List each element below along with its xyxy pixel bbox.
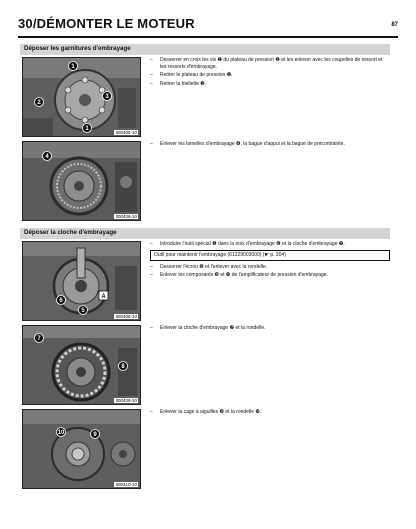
callout-1: 1 — [71, 64, 75, 71]
photo-code: 300405-10 — [115, 130, 137, 135]
callout-6: 6 — [59, 298, 63, 305]
step-item: – Enlever la cloche d'embrayage ❼ et la rondelle. — [150, 325, 390, 332]
step-item: – Retirer le plateau de pression ❷. — [150, 72, 390, 79]
photo-code: 300406-10 — [115, 214, 137, 219]
page-title: 30/DÉMONTER LE MOTEUR — [18, 16, 195, 31]
section-title: Déposer les garnitures d'embrayage — [24, 45, 131, 52]
step-item: – Enlever les lamelles d'embrayage ❹, la bague d'appui et la bague de précontrainte. — [150, 141, 390, 148]
steps-list-clutch-springs — [150, 57, 390, 89]
step-item: – Enlever la cage à aiguilles ❾ et la rondelle ❿. — [150, 409, 390, 416]
special-tool-illustration — [23, 242, 140, 320]
callout-3: 3 — [105, 94, 109, 101]
step-item: – Enlever les composants ❾ et ❿ de l'amplificateur de pression d'embrayage. — [150, 272, 390, 279]
needle-cage-illustration — [23, 410, 140, 488]
engine-photo-special-tool — [22, 241, 141, 321]
engine-photo-clutch-springs — [22, 57, 141, 137]
page-number: 87 — [391, 22, 398, 28]
step-item: – Desserrer l'écrou ❽ et l'enlever avec la rondelle. — [150, 264, 390, 271]
callout-9: 9 — [93, 432, 97, 439]
photo-code: 300410-10 — [115, 482, 137, 487]
page-header — [18, 14, 398, 38]
clutch-plates-illustration — [23, 142, 140, 220]
photo-code: 300408-10 — [115, 314, 137, 319]
steps-list-needle-cage — [150, 409, 390, 417]
callout-4: 4 — [45, 154, 49, 161]
step-item: – Introduire l'outil spécial ❺ dans la noix d'embrayage ❻ et la cloche d'embrayage ❼. — [150, 241, 390, 248]
section-header-clutch-basket — [20, 228, 390, 239]
callout-8: 8 — [121, 364, 125, 371]
step-item: – Desserrer en croix les vis ❶ du plateau de pression ❷ et les enlever avec les coupelles de ressort et les ressorts d'embrayage. — [150, 57, 390, 71]
special-tool-box: Outil pour maintenir l'embrayage (61229003000) (☛ p. 204) — [150, 250, 390, 261]
steps-list-clutch-plates — [150, 141, 390, 149]
photo-code: 300409-10 — [115, 398, 137, 403]
engine-photo-needle-cage — [22, 409, 141, 489]
engine-photo-clutch-basket — [22, 325, 141, 405]
callout-7: 7 — [37, 336, 41, 343]
section-header-clutch-linings — [20, 44, 390, 55]
engine-photo-clutch-plates — [22, 141, 141, 221]
callout-1-lower: 1 — [85, 126, 89, 133]
callout-A: A — [101, 294, 106, 300]
section-title: Déposer la cloche d'embrayage — [24, 229, 117, 236]
callout-5: 5 — [81, 308, 85, 315]
callout-2: 2 — [37, 100, 41, 107]
clutch-springs-illustration — [23, 58, 140, 136]
callout-10: 10 — [57, 430, 65, 437]
clutch-basket-illustration — [23, 326, 140, 404]
steps-list-clutch-basket — [150, 325, 390, 333]
steps-list-special-tool — [150, 241, 390, 281]
step-item: – Retirer la biellette ❸. — [150, 81, 390, 88]
